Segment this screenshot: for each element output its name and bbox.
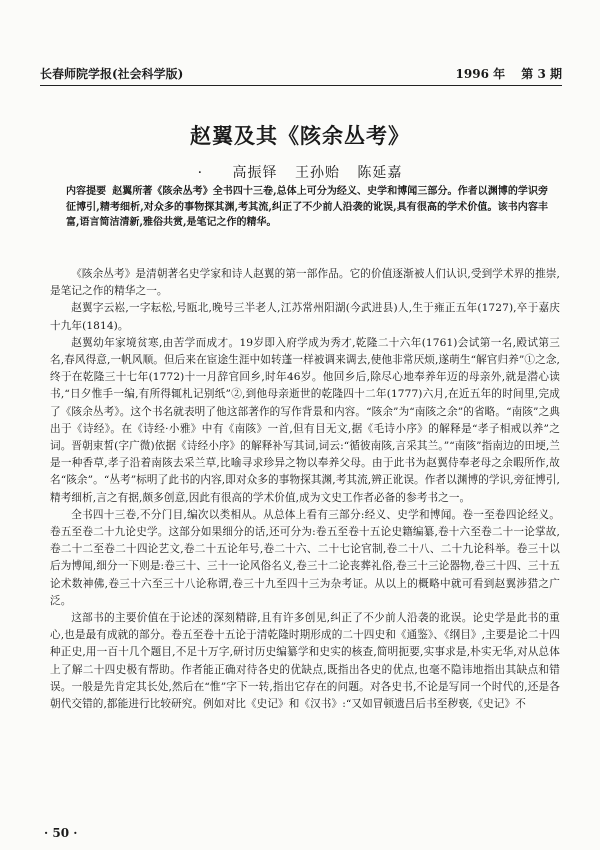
paragraph-1: 《陔余丛考》是清朝著名史学家和诗人赵翼的第一部作品。它的价值逐渐被人们认识,受到学术界的推崇,是笔记之作的精华之一。 [50, 268, 560, 298]
abstract-label: 内容提要 [66, 186, 107, 197]
abstract-text: 赵翼所著《陔余丛考》全书四十三卷,总体上可分为经义、史学和博闻三部分。作者以渊博的学识旁征博引,精考细析,对众多的事物探其渊,考其流,纠正了不少前人沿袭的讹误,具有很高的学术价值。该书内容丰富,语言简洁清新,雅俗共赏,是笔记之作的精华。 [66, 186, 549, 228]
paragraph-3: 赵翼幼年家境贫寒,由苦学而成才。19岁即入府学成为秀才,乾隆二十六年(1761)会试第一名,殿试第三名,春风得意,一帆风顺。但后来在宦途生涯中如转蓬一样被调来调去,使他非常厌烦,遂萌生“解官归养”①之念,终于在乾隆三十七年(1772)十一月辞官回乡,时年46岁。他回乡后,除尽心地奉养年迈的母亲外,就是潜心读书,“日夕惟手一编,有所得辄札记别纸”②,到他母亲逝世的乾隆四十二年(1777)六月,在近五年的时间里,完成了《陔余丛考》。这个书名就表明了他这部著作的写作背景和内容。“陔余”为“南陔之余”的省略。“南陔”之典出于《诗经》。在《诗经·小雅》中有《南陔》一首,但有目无文,据《毛诗小序》的解释是“孝子相戒以养”之词。晋朝束皙(字广微)依据《诗经小序》的解释补写其词,词云:“循彼南陔,言采其兰。”“南陔”指南边的田埂,兰是一种香草,孝子沿着南陔去采兰草,比喻寻求珍异之物以奉养父母。由于此书为赵翼侍奉老母之余暇所作,故名“陔余”。“丛考”标明了此书的内容,即对众多的事物探其渊,考其流,辨正讹误。作者以渊博的学识,旁征博引,精考细析,言之有据,颇多创意,因此有很高的学术价值,成为文史工作者必备的参考书之一。 [50, 336, 560, 504]
article-body [50, 266, 560, 713]
author-1: 高振铎 [232, 165, 278, 181]
paragraph-5: 这部书的主要价值在于论述的深刻精辟,且有许多创见,纠正了不少前人沿袭的讹误。论史学是此书的重心,也是最有成就的部分。卷五至卷十五论于清乾隆时期形成的二十四史和《通鉴》、《纲目》,主要是论二十四种正史,用一百十几个题目,不足十万字,研讨历史编纂学和史实的核查,简明扼要,实事求是,朴实无华,对从总体上了解二十四史极有帮助。作者能正确对待各史的优缺点,既指出各史的优点,也毫不隐讳地指出其缺点和错误。一般是先肯定其长处,然后在“惟”字下一转,指出它存在的问题。对各史书,不论是写同一个时代的,还是各朝代交错的,都能进行比较研究。例如对比《史记》和《汉书》:“又如冒顿遗吕后书至秽亵,《史记》不 [50, 612, 560, 711]
abstract [66, 184, 548, 231]
journal-name: 长春师院学报(社会科学版) [40, 67, 184, 81]
page-number: · 50 · [44, 826, 78, 840]
article-title: 赵翼及其《陔余丛考》 [190, 123, 410, 148]
author-separator-dot: · [197, 165, 204, 181]
author-3: 陈延嘉 [357, 165, 403, 181]
author-2: 王孙贻 [294, 165, 340, 181]
issue-number: 第 3 期 [521, 67, 562, 81]
paragraph-2: 赵翼字云崧,一字耘松,号瓯北,晚号三半老人,江苏常州阳湖(今武进县)人,生于雍正五年(1727),卒于嘉庆十九年(1814)。 [50, 302, 560, 332]
author-list [0, 162, 600, 182]
issue-info [444, 65, 562, 82]
running-header [40, 60, 562, 86]
paragraph-4: 全书四十三卷,不分门目,编次以类相从。从总体上看有三部分:经义、史学和博闻。卷一至卷四论经义。卷五至卷二十九论史学。这部分如果细分的话,还可分为:卷五至卷十五论史籍编纂,卷十六至卷二十一论掌故,卷二十二至卷二十四论艺文,卷二十五论年号,卷二十六、二十七论官制,卷二十八、二十九论科举。卷三十以后为博闻,细分一下则是:卷三十、三十一论风俗名义,卷三十二论丧葬礼俗,卷三十三论器物,卷三十四、三十五论术数神佛,卷三十六至三十八论称谓,卷三十九至四十三为杂考证。从以上的概略中就可看到赵翼涉猎之广泛。 [50, 508, 560, 607]
issue-year: 1996 年 [455, 67, 506, 81]
